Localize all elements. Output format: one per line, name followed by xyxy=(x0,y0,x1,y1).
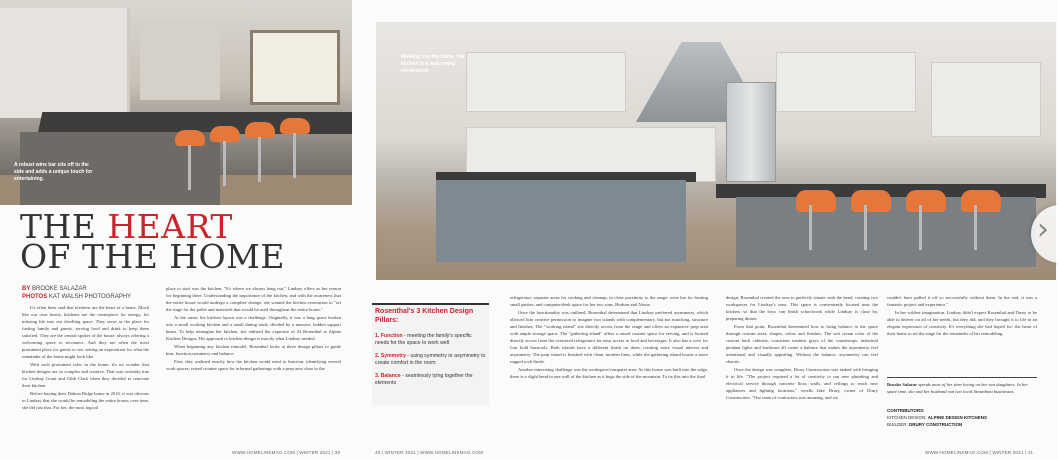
byline: BY BROOKE SALAZAR PHOTOS KAT WALSH PHOTOGRAPHY xyxy=(22,286,132,301)
page-folio-40: 40 | WINTER 2021 | WWW.HOMELINKMAG.COM xyxy=(375,450,484,455)
wine-bar-photo xyxy=(0,0,352,205)
author-bio: Brooke Salazar spends most of her time loving on her two daughters. In her spare time, she and her husband run two local Steamboat businesses. xyxy=(887,377,1037,395)
photo-caption-left: A robust wine bar sits off to the side and adds a unique touch for entertaining. xyxy=(14,162,93,182)
pillar-balance: 3. Balance - seamlessly tying together the elements xyxy=(375,373,473,386)
kitchen-photo xyxy=(376,22,1056,280)
chevron-right-icon: › xyxy=(1037,212,1049,247)
article-column-5: couldn't have pulled it off so successfully without them. In the end, it was a fantastic project and experience." In her wildest imagination, Lindsay didn't expect Rosenthal and Drury to be able to deliver on all of her needs, but they did, and they brought it to life in an elegant expression of creativity. It's everything she had hoped for: the heart of their home to set the stage for the remainder of her remodeling. xyxy=(887,295,1037,336)
design-pillars-sidebar xyxy=(372,305,489,405)
contributors: CONTRIBUTORS: KITCHEN DESIGN: ALPINE DESIGN KITCHENS BUILDER: DRURY CONSTRUCTION xyxy=(887,408,988,428)
article-column-3: refrigerator; separate areas for cooking and cleanup, in close proximity to the range; wine bar for hosting small parties; and computer/desk space for her two sons, Hudson and Nixon. Once the functionality was outlined, Rosenthal determined that Lindsay preferred asymmetry, which allowed him creative permission to imagine two islands with complementary, but not matching, structure and finishes. The "working island" sits directly across from the range and offers an expansive prep area with ample storage space. The "gathering island" offers a raised counter space for serving, and is located directly across from the oversized refrigerator for easy access to food and beverages. It also has a cove for four bold barstools. Both islands have a different finish on them, creating more visual interest and asymmetry. The prep island is finished with clean, modern lines, while the gathering island boasts a more rugged rock finish. Another interesting challenge was the workspace/computer area. As this house was built into the ridge, there is a slight bend in one wall of the kitchen as it hugs the side of the mountain. To tie this into the final xyxy=(510,295,708,379)
article-column-2: place to start was the kitchen. "It's where we always hang out," Lindsay offers as her reason for beginning there. Understanding the importance of the kitchen, and with the awareness that the entire house would undergo a complete change, she wanted the kitchen renovation to "set the stage for the pallet and materials that would be used throughout the entire house." At the onset, the kitchen layout was a challenge. Originally, it was a long space broken into a small working kitchen and a small dining nook, divided by a massive, hidden support beam. To help reimagine her kitchen, she enlisted the expertise of Al Rosenthal at Alpine Kitchen Designs. His approach to kitchen design is exactly what Lindsay needed. When beginning any kitchen remodel, Rosenthal looks at three design pillars to guide him: function,symmetry and balance. First, they outlined exactly how the kitchen would need to function, identifying several work spaces: raised counter space for informal gatherings with a prep area close to the xyxy=(166,286,341,371)
photo-caption-right: Walking into the home, the kitchen is a welcoming centerpoint xyxy=(401,54,465,74)
page-folio-39: WWW.HOMELINKMAG.COM | WINTER 2021 | 39 xyxy=(232,450,341,455)
page-folio-41: WWW.HOMELINKMAG.COM | WINTER 2021 | 41 xyxy=(925,450,1034,455)
pillar-symmetry: 2. Symmetry - using symmetry or asymmetry to create comfort in the room xyxy=(375,353,486,366)
left-page xyxy=(0,0,358,460)
article-title: THE HEART OF THE HOME xyxy=(20,207,286,276)
pillar-function: 1. Function - meeting the family's specific needs for the space to work well xyxy=(375,333,472,346)
article-column-1: It's often been said that kitchens are the heart of a home. Much like our own hearts, kitchens are the centerpiece for energy, for infusing life into our dwelling space. They serve as the place for fueling family and guests, serving food and drink to keep them satisfied. They are the central spokes of the house, always offering a welcoming space to reconnect. And they are often the most prominent place for guests to see, setting an expectation for what the remainder of the home might look like. With such prominent roles in the home, it's no wonder that kitchen designs are so complex and creative. That was certainly true for Lindsay Grant and Gibb Clark when they decided to renovate their kitchen. Before buying their Dakota Ridge home in 2016, it was obvious to Lindsay that she would be remodeling the entire house; over time, she did just that. For her, the most logical xyxy=(22,305,149,410)
pillars-heading: Rosenthal's 3 Kitchen Design Pillars: xyxy=(375,308,474,324)
article-column-4: design, Rosenthal created the area to perfectly situate with the bend, creating two workspaces for Lindsay's sons. This space is conveniently located near the kitchen, so that the boys can finish schoolwork while Lindsay is close by, preparing dinner. From that point, Rosenthal determined how to bring balance to the space through custom sizes, shapes, colors and finishes. The soft cream color of the custom built cabinets, consistent modern grays of the countertops, industrial pendant lights and hardware all create a balance that makes the asymmetry feel intentional and visually appealing. Without the balance, asymmetry can feel chaotic. Once the design was complete, Drury Construction was tasked with bringing it to life. "The project required a lot of creativity to run new plumbing and electrical service through concrete floor, walls, and ceilings to reach new appliances and lighting locations," recalls Jake Drury, owner of Drury Construction. "Our team of contractors was amazing, and we xyxy=(726,295,878,400)
